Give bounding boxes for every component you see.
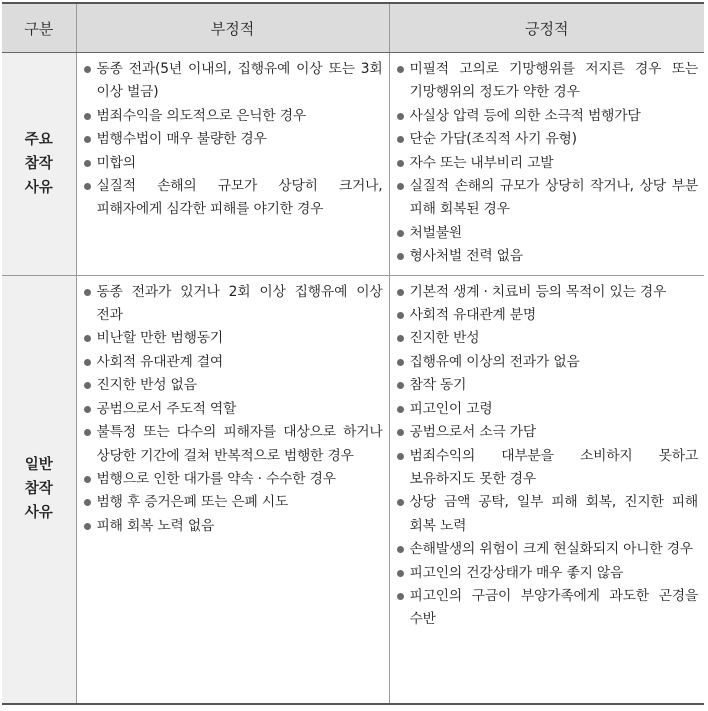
list-item: 사회적 유대관계 결여 <box>83 351 383 374</box>
list-item: 공범으로서 주도적 역할 <box>83 398 383 421</box>
list-item: 미필적 고의로 기망행위를 저지른 경우 또는 기망행위의 정도가 약한 경우 <box>396 58 699 105</box>
list-item: 진지한 반성 없음 <box>83 374 383 397</box>
header-row <box>2 3 704 53</box>
list-item: 실질적 손해의 규모가 상당히 크거나, 피해자에게 심각한 피해를 야기한 경우 <box>83 175 383 222</box>
list-item: 상당 금액 공탁, 일부 피해 회복, 진지한 피해 회복 노력 <box>396 491 699 538</box>
list-item: 범행으로 인한 대가를 약속 · 수수한 경우 <box>83 468 383 491</box>
list-item: 피고인의 건강상태가 매우 좋지 않음 <box>396 562 699 585</box>
list-item: 단순 가담(조직적 사기 유형) <box>396 128 699 151</box>
category-general: 일반 참작 사유 <box>2 275 76 704</box>
list-item: 형사처벌 전력 없음 <box>396 245 699 268</box>
list-item: 피고인의 구금이 부양가족에게 과도한 곤경을 수반 <box>396 585 699 632</box>
list-item: 범죄수익을 의도적으로 은닉한 경우 <box>83 105 383 128</box>
list-item: 피고인이 고령 <box>396 398 699 421</box>
sentencing-factors-table <box>2 2 704 705</box>
list-item: 비난할 만한 범행동기 <box>83 327 383 350</box>
list-item: 실질적 손해의 규모가 상당히 작거나, 상당 부분 피해 회복된 경우 <box>396 175 699 222</box>
list-item: 범죄수익의 대부분을 소비하지 못하고 보유하지도 못한 경우 <box>396 445 699 492</box>
major-positive-cell <box>389 53 704 276</box>
list-item: 참작 동기 <box>396 374 699 397</box>
list-item: 불특정 또는 다수의 피해자를 대상으로 하거나 상당한 기간에 걸쳐 반복적으로 범행한 경우 <box>83 421 383 468</box>
list-item: 사회적 유대관계 분명 <box>396 304 699 327</box>
list-item: 동종 전과가 있거나 2회 이상 집행유예 이상 전과 <box>83 281 383 328</box>
category-major: 주요 참작 사유 <box>2 53 76 276</box>
list-item: 사실상 압력 등에 의한 소극적 범행가담 <box>396 105 699 128</box>
list-item: 기본적 생계 · 치료비 등의 목적이 있는 경우 <box>396 281 699 304</box>
header-negative: 부정적 <box>76 3 389 53</box>
row-major-factors <box>2 53 704 276</box>
general-negative-cell <box>76 275 389 704</box>
list-item: 범행수법이 매우 불량한 경우 <box>83 128 383 151</box>
list-item: 미합의 <box>83 152 383 175</box>
header-positive: 긍정적 <box>389 3 704 53</box>
header-category: 구분 <box>2 3 76 53</box>
list-item: 동종 전과(5년 이내의, 집행유예 이상 또는 3회 이상 벌금) <box>83 58 383 105</box>
major-negative-cell <box>76 53 389 276</box>
row-general-factors <box>2 275 704 704</box>
list-item: 범행 후 증거은폐 또는 은폐 시도 <box>83 491 383 514</box>
list-item: 공범으로서 소극 가담 <box>396 421 699 444</box>
list-item: 처벌불원 <box>396 222 699 245</box>
list-item: 손해발생의 위험이 크게 현실화되지 아니한 경우 <box>396 538 699 561</box>
general-positive-cell <box>389 275 704 704</box>
list-item: 집행유예 이상의 전과가 없음 <box>396 351 699 374</box>
list-item: 진지한 반성 <box>396 327 699 350</box>
list-item: 피해 회복 노력 없음 <box>83 515 383 538</box>
list-item: 자수 또는 내부비리 고발 <box>396 152 699 175</box>
